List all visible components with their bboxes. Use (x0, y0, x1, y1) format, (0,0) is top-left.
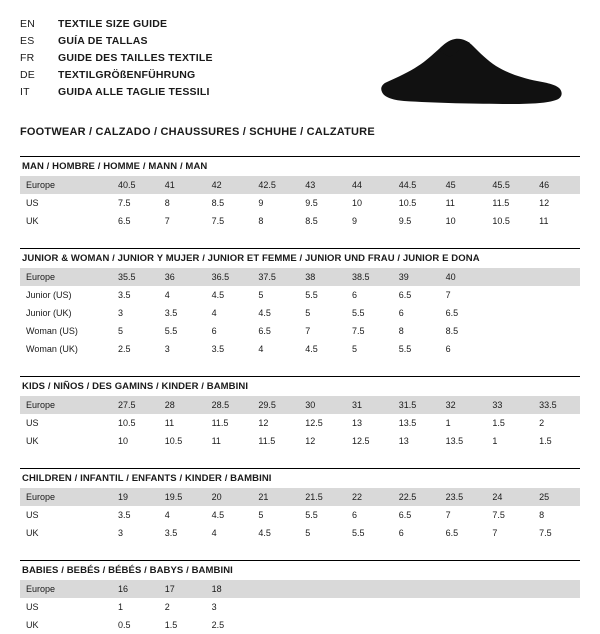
row-label: Junior (US) (26, 290, 72, 300)
cell: 28.5 (206, 396, 253, 414)
cell: 1 (445, 418, 451, 428)
table-row (20, 396, 580, 414)
cell: 6 (211, 326, 217, 336)
cell (486, 268, 533, 286)
cell: 1.5 (539, 436, 552, 446)
cell: 12.5 (305, 418, 323, 428)
cell: 22 (346, 488, 393, 506)
cell: 17 (159, 580, 206, 598)
cell-empty (533, 598, 580, 616)
cell: 11.5 (258, 436, 276, 446)
cell: 7 (164, 216, 170, 226)
cell: 9 (258, 198, 264, 208)
cell-empty (440, 598, 487, 616)
block-heading: BABIES / BEBÉS / BÉBÉS / BABYS / BAMBINI (20, 560, 580, 580)
cell: 5 (258, 290, 264, 300)
size-table-children (20, 488, 580, 542)
row-label: Junior (UK) (26, 308, 72, 318)
cell: 6.5 (398, 290, 412, 300)
table-row (20, 432, 580, 450)
row-label: UK (26, 620, 39, 630)
cell: 5.5 (305, 510, 318, 520)
cell: 6.5 (398, 510, 412, 520)
language-code: IT (20, 86, 30, 98)
cell: 6.5 (258, 326, 271, 336)
cell: 6 (398, 528, 404, 538)
cell: 41 (159, 176, 206, 194)
cell: 12 (539, 198, 550, 208)
cell: 5.5 (398, 344, 412, 354)
cell: 7 (445, 290, 451, 300)
cell: 7 (445, 510, 451, 520)
language-title-list (20, 16, 213, 101)
cell-empty (299, 580, 346, 598)
cell: 3.5 (118, 290, 131, 300)
cell: 18 (206, 580, 253, 598)
cell: 6 (351, 510, 357, 520)
cell-empty (393, 616, 440, 634)
table-row (20, 286, 580, 304)
cell: 1.5 (164, 620, 178, 630)
cell: 5 (305, 528, 311, 538)
cell: 3 (118, 308, 124, 318)
cell: 6.5 (445, 308, 459, 318)
cell: 2 (539, 418, 545, 428)
table-row (20, 580, 580, 598)
cell: 28 (159, 396, 206, 414)
table-row (20, 414, 580, 432)
cell: 11 (445, 198, 455, 208)
cell: 7.5 (492, 510, 505, 520)
block-heading: MAN / HOMBRE / HOMME / MANN / MAN (20, 156, 580, 176)
cell (533, 286, 580, 304)
cell: 38 (299, 268, 346, 286)
language-row (20, 84, 213, 101)
cell-empty (299, 598, 346, 616)
cell: 37.5 (252, 268, 299, 286)
cell: 2.5 (211, 620, 225, 630)
cell: 8.5 (211, 198, 225, 208)
cell: 44.5 (393, 176, 440, 194)
size-table-man (20, 176, 580, 230)
language-row (20, 16, 213, 33)
cell: 10.5 (492, 216, 510, 226)
cell: 21 (252, 488, 299, 506)
block-heading: CHILDREN / INFANTIL / ENFANTS / KINDER / BAMBINI (20, 468, 580, 488)
cell: 20 (206, 488, 253, 506)
size-block-junior-woman (20, 248, 580, 358)
cell: 8 (164, 198, 170, 208)
row-label: Europe (20, 268, 112, 286)
cell-empty (440, 616, 487, 634)
row-label: US (26, 602, 39, 612)
cell: 27.5 (112, 396, 159, 414)
cell: 19.5 (159, 488, 206, 506)
cell: 2.5 (118, 344, 131, 354)
cell: 9.5 (305, 198, 318, 208)
cell: 39 (393, 268, 440, 286)
cell: 25 (533, 488, 580, 506)
language-row (20, 67, 213, 84)
cell: 4.5 (211, 510, 225, 520)
row-label: UK (26, 216, 39, 226)
table-row (20, 616, 580, 634)
table-row (20, 194, 580, 212)
cell: 6.5 (118, 216, 131, 226)
cell: 6 (398, 308, 404, 318)
language-title: TEXTILGRÖßENFÜHRUNG (58, 69, 196, 81)
cell: 7.5 (539, 528, 552, 538)
cell: 32 (440, 396, 487, 414)
size-block-children (20, 468, 580, 542)
row-label: UK (26, 436, 39, 446)
cell: 6 (351, 290, 357, 300)
cell: 8.5 (445, 326, 459, 336)
size-table-junior-woman (20, 268, 580, 358)
table-row (20, 304, 580, 322)
cell: 5.5 (351, 308, 365, 318)
row-label: Europe (20, 396, 112, 414)
cell: 42 (206, 176, 253, 194)
cell: 4 (258, 344, 264, 354)
cell: 3 (211, 602, 217, 612)
cell: 45.5 (486, 176, 533, 194)
language-code: FR (20, 52, 35, 64)
cell: 11 (539, 216, 549, 226)
cell: 46 (533, 176, 580, 194)
cell: 13 (398, 436, 409, 446)
cell: 30 (299, 396, 346, 414)
cell: 7.5 (118, 198, 131, 208)
language-row (20, 33, 213, 50)
footwear-section-title: FOOTWEAR / CALZADO / CHAUSSURES / SCHUHE / CALZATURE (20, 126, 375, 138)
cell: 21.5 (299, 488, 346, 506)
row-label: Europe (20, 580, 112, 598)
cell: 5 (305, 308, 311, 318)
table-row (20, 598, 580, 616)
cell (486, 286, 533, 304)
cell: 4 (164, 290, 170, 300)
cell: 4.5 (258, 528, 271, 538)
cell (533, 340, 580, 358)
cell-empty (346, 580, 393, 598)
document-header (20, 16, 580, 110)
cell: 3 (118, 528, 124, 538)
cell: 11.5 (492, 198, 510, 208)
cell: 7 (492, 528, 498, 538)
cell: 11.5 (211, 418, 229, 428)
cell-empty (440, 580, 487, 598)
size-table-babies (20, 580, 580, 634)
table-row (20, 322, 580, 340)
cell (533, 322, 580, 340)
cell: 0.5 (118, 620, 131, 630)
cell: 13.5 (398, 418, 417, 428)
cell: 33 (486, 396, 533, 414)
language-code: EN (20, 18, 35, 30)
dress-shoe-icon (376, 30, 566, 110)
row-label: Woman (UK) (26, 344, 78, 354)
cell-empty (299, 616, 346, 634)
table-row (20, 506, 580, 524)
cell: 3.5 (164, 308, 178, 318)
language-title: GUIDE DES TAILLES TEXTILE (58, 52, 213, 64)
cell: 12 (305, 436, 316, 446)
cell-empty (486, 580, 533, 598)
cell: 10.5 (398, 198, 417, 208)
cell: 6.5 (445, 528, 459, 538)
cell: 43 (299, 176, 346, 194)
block-heading: KIDS / NIÑOS / DES GAMINS / KINDER / BAMBINI (20, 376, 580, 396)
cell: 22.5 (393, 488, 440, 506)
cell: 10.5 (118, 418, 136, 428)
language-title: TEXTILE SIZE GUIDE (58, 18, 168, 30)
table-row (20, 524, 580, 542)
cell: 16 (112, 580, 159, 598)
row-label: Europe (20, 488, 112, 506)
row-label: Europe (20, 176, 112, 194)
cell (486, 322, 533, 340)
cell-empty (252, 580, 299, 598)
cell: 11 (211, 436, 221, 446)
cell: 1 (118, 602, 124, 612)
cell: 4 (211, 528, 217, 538)
cell: 33.5 (533, 396, 580, 414)
cell: 12 (258, 418, 269, 428)
language-row (20, 50, 213, 67)
cell (533, 304, 580, 322)
table-row (20, 340, 580, 358)
cell: 31 (346, 396, 393, 414)
cell: 4.5 (211, 290, 225, 300)
cell: 12.5 (351, 436, 370, 446)
cell: 5 (258, 510, 264, 520)
row-label: Woman (US) (26, 326, 78, 336)
size-block-babies (20, 560, 580, 634)
table-row (20, 176, 580, 194)
language-code: ES (20, 35, 35, 47)
language-title: GUÍA DE TALLAS (58, 35, 148, 47)
cell: 11 (164, 418, 175, 428)
cell-empty (346, 598, 393, 616)
cell: 4 (211, 308, 217, 318)
cell: 3.5 (211, 344, 225, 354)
cell: 8 (258, 216, 264, 226)
cell: 2 (164, 602, 170, 612)
language-title: GUIDA ALLE TAGLIE TESSILI (58, 86, 210, 98)
cell: 9 (351, 216, 357, 226)
cell-empty (486, 598, 533, 616)
cell: 3.5 (164, 528, 178, 538)
cell: 40 (440, 268, 487, 286)
cell (486, 304, 533, 322)
cell: 36 (159, 268, 206, 286)
cell: 3.5 (118, 510, 131, 520)
size-block-kids (20, 376, 580, 450)
row-label: US (26, 510, 39, 520)
size-block-man (20, 156, 580, 230)
cell-empty (393, 580, 440, 598)
cell-empty (393, 598, 440, 616)
cell: 1.5 (492, 418, 505, 428)
cell: 10 (445, 216, 456, 226)
cell: 8 (539, 510, 545, 520)
cell: 10 (351, 198, 362, 208)
cell: 13 (351, 418, 362, 428)
cell: 35.5 (112, 268, 159, 286)
cell: 7 (305, 326, 311, 336)
row-label: US (26, 198, 39, 208)
cell-empty (252, 616, 299, 634)
cell: 19 (112, 488, 159, 506)
cell (486, 340, 533, 358)
cell: 5 (118, 326, 124, 336)
cell: 8 (398, 326, 404, 336)
cell: 24 (486, 488, 533, 506)
cell: 9.5 (398, 216, 412, 226)
cell-empty (533, 616, 580, 634)
cell: 5.5 (164, 326, 178, 336)
cell: 1 (492, 436, 498, 446)
cell: 3 (164, 344, 170, 354)
cell-empty (252, 598, 299, 616)
cell: 5.5 (305, 290, 318, 300)
cell: 6 (445, 344, 451, 354)
cell: 10.5 (164, 436, 183, 446)
cell: 45 (440, 176, 487, 194)
cell-empty (533, 580, 580, 598)
block-heading: JUNIOR & WOMAN / JUNIOR Y MUJER / JUNIOR ET FEMME / JUNIOR UND FRAU / JUNIOR E DONA (20, 248, 580, 268)
language-code: DE (20, 69, 35, 81)
size-table-kids (20, 396, 580, 450)
cell: 5.5 (351, 528, 365, 538)
cell: 42.5 (252, 176, 299, 194)
table-row (20, 212, 580, 230)
cell: 36.5 (206, 268, 253, 286)
row-label: US (26, 418, 39, 428)
cell: 13.5 (445, 436, 464, 446)
cell: 4.5 (305, 344, 318, 354)
cell: 5 (351, 344, 357, 354)
cell: 7.5 (211, 216, 225, 226)
table-row (20, 268, 580, 286)
cell: 4 (164, 510, 170, 520)
cell-empty (486, 616, 533, 634)
cell: 23.5 (440, 488, 487, 506)
cell: 10 (118, 436, 129, 446)
cell: 40.5 (112, 176, 159, 194)
table-row (20, 488, 580, 506)
cell: 4.5 (258, 308, 271, 318)
cell: 31.5 (393, 396, 440, 414)
cell: 44 (346, 176, 393, 194)
cell: 8.5 (305, 216, 318, 226)
row-label: UK (26, 528, 39, 538)
cell-empty (346, 616, 393, 634)
cell (533, 268, 580, 286)
cell: 38.5 (346, 268, 393, 286)
cell: 29.5 (252, 396, 299, 414)
cell: 7.5 (351, 326, 365, 336)
